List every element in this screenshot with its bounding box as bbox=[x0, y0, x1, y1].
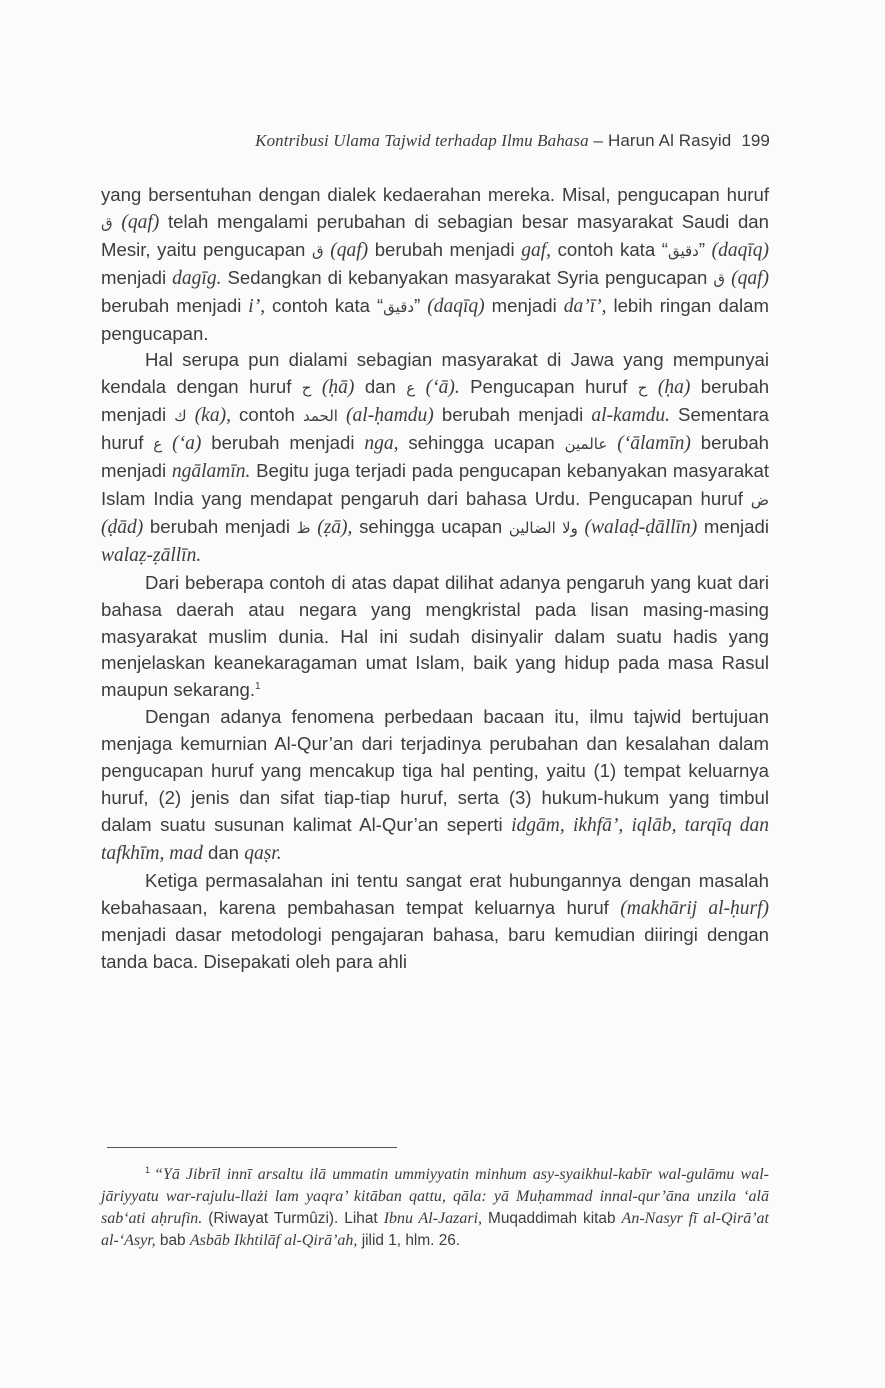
text-run: Hal serupa pun dialami sebagian masyarakat di Jawa yang mempunyai kendala dengan huruf bbox=[101, 349, 769, 398]
text-run: dan bbox=[202, 841, 245, 863]
transliteration: qaṣr. bbox=[244, 842, 282, 864]
text-run: menjadi dasar metodologi pengajaran bahasa, baru kemudian diiringi dengan tanda baca. Disepakati oleh para ahli bbox=[101, 924, 769, 973]
transliteration: (ḥa) bbox=[657, 377, 691, 399]
arabic-letter: ك bbox=[174, 407, 187, 426]
transliteration: (qaf) bbox=[121, 211, 160, 233]
transliteration: gaf, bbox=[521, 239, 552, 261]
arabic-letter: ق bbox=[311, 241, 324, 260]
text-run: bab bbox=[155, 1232, 190, 1250]
citation-chapter: Asbāb Ikhtilāf al-Qirā’ah, bbox=[189, 1232, 358, 1250]
transliteration: (ka), bbox=[194, 405, 231, 427]
citation-author: Ibnu Al-Jazari, bbox=[383, 1210, 483, 1228]
transliteration: (ḍād) bbox=[101, 516, 144, 538]
arabic-word: الحمد bbox=[302, 407, 338, 426]
footnote-divider bbox=[107, 1147, 397, 1148]
text-run: telah mengalami perubahan di sebagian besar masyarakat Saudi dan Mesir, yaitu pengucapan bbox=[101, 210, 769, 260]
text-run: yang bersentuhan dengan dialek kedaerahan mereka. Misal, pengucapan huruf bbox=[101, 184, 769, 205]
transliteration: (‘a) bbox=[172, 433, 202, 455]
text-run: Muqaddimah kitab bbox=[482, 1210, 622, 1228]
text-run: ” bbox=[414, 294, 428, 316]
transliteration: (‘ālamīn) bbox=[617, 433, 691, 455]
text-run: jilid 1, hlm. 26. bbox=[357, 1232, 461, 1250]
text-run: contoh kata “ bbox=[265, 294, 384, 316]
paragraph-4 bbox=[101, 704, 769, 867]
transliteration: (makhārij al-ḥurf) bbox=[620, 897, 769, 919]
arabic-word: دقيق bbox=[667, 241, 699, 260]
transliteration: (al-ḥamdu) bbox=[346, 405, 434, 427]
transliteration: (ḥā) bbox=[321, 377, 355, 399]
text-run: ” bbox=[698, 238, 712, 260]
text-run: berubah menjadi bbox=[101, 376, 770, 426]
text-run: berubah menjadi bbox=[143, 515, 297, 537]
running-author: Harun Al Rasyid bbox=[607, 131, 732, 150]
footnote bbox=[101, 1159, 769, 1252]
arabic-word: عالمين bbox=[564, 435, 608, 454]
transliteration: ngālamīn. bbox=[171, 461, 251, 483]
running-title: Kontribusi Ulama Tajwid terhadap Ilmu Bahasa bbox=[255, 131, 589, 150]
arabic-letter: ظ bbox=[296, 518, 311, 537]
transliteration: (ẓā), bbox=[317, 516, 353, 538]
transliteration: (daqīq) bbox=[427, 295, 485, 317]
text-run: Sementara huruf bbox=[101, 404, 769, 454]
hadith-quote: “Yā Jibrīl innī arsaltu ilā ummatin ummiyyatin minhum asy-syaikhul-kabīr wal-gulāmu wal-jāriyyatu war-rajulu-llażi lam yaqra’ kitāban qattu, qāla: yā Muḥammad innal-qur’āna unzila ‘alā sab‘ati aḥrufin. bbox=[101, 1166, 769, 1228]
text-run: berubah menjadi bbox=[101, 294, 249, 316]
paragraph-2 bbox=[101, 347, 769, 569]
text-run: dan bbox=[354, 376, 407, 398]
page-number: 199 bbox=[741, 131, 770, 150]
text-run: contoh kata “ bbox=[551, 238, 668, 260]
footnote-1 bbox=[101, 1159, 769, 1252]
text-run: Sedangkan di kebanyakan masyarakat Syria pengucapan bbox=[221, 266, 714, 288]
text-run: menjadi bbox=[697, 515, 769, 537]
arabic-letter: ض bbox=[750, 490, 769, 509]
running-header bbox=[108, 131, 770, 151]
citation-title: An-Nasyr fī al-Qirā’at al-‘Asyr, bbox=[101, 1210, 769, 1250]
text-run: berubah menjadi bbox=[101, 432, 769, 482]
text-run: berubah menjadi bbox=[433, 404, 592, 426]
text-run: (Riwayat Turmûzi). Lihat bbox=[202, 1210, 384, 1228]
paragraph-3 bbox=[101, 570, 769, 705]
text-run: berubah menjadi bbox=[368, 238, 522, 260]
paragraph-1 bbox=[101, 182, 769, 347]
text-run: Begitu juga terjadi pada pengucapan kebanyakan masyarakat Islam India yang mendapat pengaruh dari bahasa Urdu. Pengucapan huruf bbox=[101, 460, 769, 509]
text-run: contoh bbox=[230, 404, 303, 426]
arabic-letter: ع bbox=[153, 435, 163, 454]
transliteration: (qaf) bbox=[330, 239, 369, 261]
body-text bbox=[101, 182, 769, 976]
transliteration: i’, bbox=[248, 295, 266, 317]
footnote-mark: 1 bbox=[145, 1165, 151, 1175]
transliteration: walaẓ-ẓāllīn. bbox=[101, 544, 202, 566]
paragraph-5 bbox=[101, 868, 769, 977]
text-run: sehingga ucapan bbox=[398, 432, 565, 454]
arabic-letter: ع bbox=[406, 379, 416, 398]
text-run: sehingga ucapan bbox=[352, 515, 509, 537]
transliteration: (‘ā). bbox=[425, 377, 460, 399]
arabic-letter: ق bbox=[713, 269, 726, 288]
transliteration: dagīg. bbox=[172, 267, 222, 289]
footnote-reference[interactable]: 1 bbox=[255, 681, 261, 693]
arabic-letter: ق bbox=[101, 213, 113, 232]
text-run: Ketiga permasalahan ini tentu sangat erat hubungannya dengan masalah kebahasaan, karena pembahasan tempat keluarnya huruf bbox=[101, 869, 769, 918]
transliteration: (qaf) bbox=[731, 267, 769, 289]
text-run: lebih ringan dalam pengucapan. bbox=[101, 294, 770, 344]
transliteration: (walaḍ-ḍāllīn) bbox=[584, 516, 698, 538]
arabic-word: دقيق bbox=[383, 297, 415, 316]
text-run: Dari beberapa contoh di atas dapat dilihat adanya pengaruh yang kuat dari bahasa daerah atau negara yang mengkristal pada lisan masing-masing masyarakat muslim dunia. Hal ini sudah disinyalir dalam suatu hadis yang menjelaskan keanekaragaman umat Islam, baik yang hidup pada masa Rasul maupun sekarang. bbox=[101, 571, 769, 701]
text-run: Pengucapan huruf bbox=[459, 376, 638, 398]
arabic-letter: ح bbox=[637, 379, 648, 398]
text-run: Dengan adanya fenomena perbedaan bacaan itu, ilmu tajwid bertujuan menjaga kemurnian Al-Qur’an dari terjadinya perubahan dan kesalahan dalam pengucapan huruf yang mencakup tiga hal penting, yaitu (1) tempat keluarnya huruf, (2) jenis dan sifat tiap-tiap huruf, serta (3) hukum-hukum yang timbul dalam suatu susunan kalimat Al-Qur’an seperti bbox=[101, 706, 769, 835]
arabic-letter: ح bbox=[301, 379, 312, 398]
text-run: menjadi bbox=[484, 294, 564, 316]
transliteration: (daqīq) bbox=[711, 239, 770, 261]
header-separator: – bbox=[588, 131, 608, 150]
arabic-word: ولا الضالين bbox=[508, 518, 578, 537]
transliteration: idgām, ikhfā’, iqlāb, tarqīq dan tafkhīm, mad bbox=[101, 814, 769, 864]
transliteration: al-kamdu. bbox=[591, 405, 670, 427]
text-run: berubah menjadi bbox=[201, 432, 365, 454]
transliteration: nga, bbox=[364, 433, 399, 455]
text-run: menjadi bbox=[101, 266, 173, 288]
transliteration: da’ī’, bbox=[563, 295, 607, 317]
